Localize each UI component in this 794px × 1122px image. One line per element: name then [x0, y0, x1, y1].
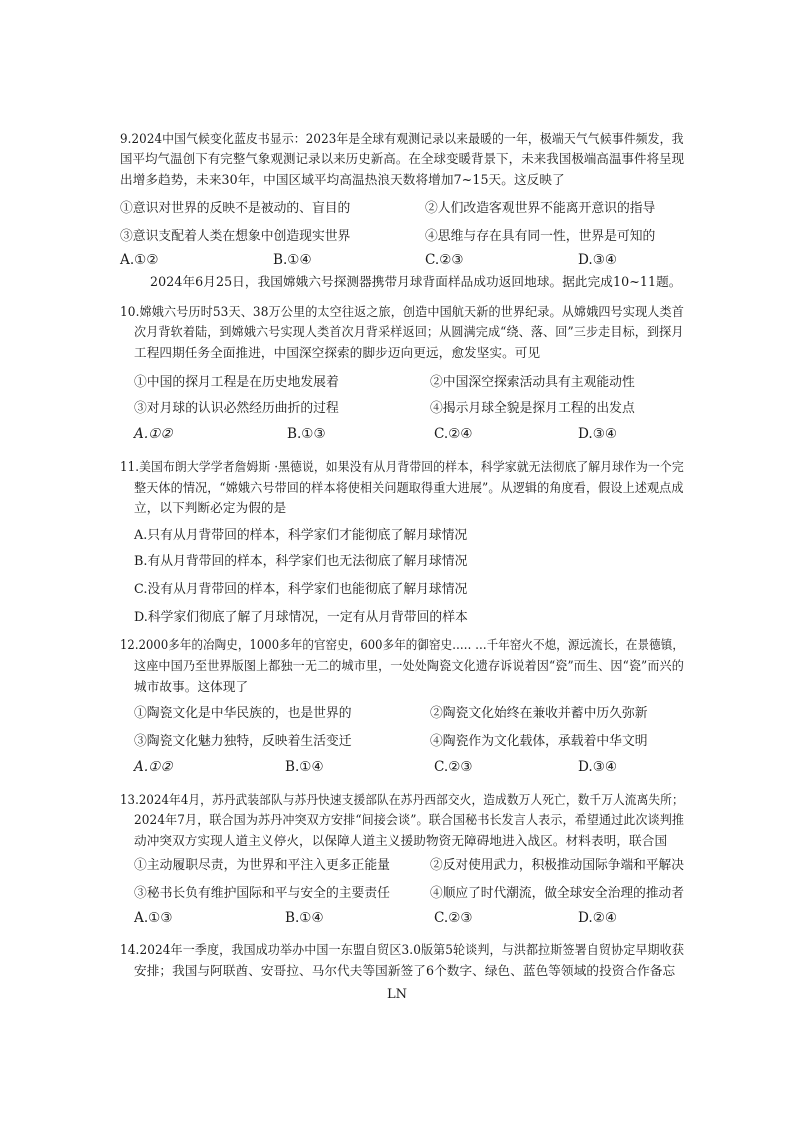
q11-stem-line-1: 11.美国布朗大学学者詹姆斯 ·黑德说，如果没有从月背带回的样本，科学家就无法彻底了解月球作为一个完 — [120, 459, 684, 474]
q9-stem-line-1: 9.2024中国气候变化蓝皮书显示：2023年是全球有观测记录以来最暖的一年，极端天气气候事件频发，我 — [120, 131, 684, 146]
q10-choice-a: A.①② — [134, 426, 173, 442]
q13-stem-line-2: 2024年7月，联合国为苏丹冲突双方安排“间接会谈”。联合国秘书长发言人表示，希望通过此次谈判推 — [134, 812, 685, 827]
q12-statement-2: ②陶瓷文化始终在兼收并蓄中历久弥新 — [430, 706, 648, 721]
q12-statement-3: ③陶瓷文化魅力独特，反映着生活变迁 — [134, 734, 352, 749]
q12-statement-4: ④陶瓷作为文化载体，承载着中华文明 — [430, 734, 648, 749]
q13-choice-a: A.①③ — [134, 910, 173, 926]
q10-choice-c: C.②④ — [434, 426, 473, 442]
q13-choice-c: C.②③ — [434, 910, 473, 926]
q13-stem-line-3: 动冲突双方实现人道主义停火，以保障人道主义援助物资无障碍地进入战区。材料表明，联合国 — [134, 833, 668, 848]
q9-choice-c: C.②③ — [425, 252, 464, 268]
q10-statement-4: ④揭示月球全貌是探月工程的出发点 — [430, 401, 635, 416]
q14-stem-line-1: 14.2024年一季度，我国成功举办中国一东盟自贸区3.0版第5轮谈判，与洪都拉斯签署自贸协定早期收获 — [120, 942, 684, 957]
q9-statement-3: ③意识支配着人类在想象中创造现实世界 — [120, 229, 351, 244]
q10-stem-line-1: 10.嫦娥六号历时53天、38万公里的太空往返之旅，创造中国航天新的世界纪录。从嫦娥四号实现人类首 — [120, 304, 684, 319]
q10-statement-3: ③对月球的认识必然经历曲折的过程 — [134, 401, 339, 416]
q13-choice-b: B.①④ — [285, 910, 324, 926]
q12-choice-d: D.③④ — [578, 759, 618, 775]
q9-stem-line-3: 出增多趋势，未来30年，中国区域平均高温热浪天数将增加7~15天。这反映了 — [120, 172, 565, 187]
q10-choice-d: D.③④ — [578, 426, 618, 442]
q11-option-a: A.只有从月背带回的样本，科学家们才能彻底了解月球情况 — [134, 528, 468, 543]
q11-option-d: D.科学家们彻底了解了月球情况，一定有从月背带回的样本 — [134, 610, 468, 625]
q10-statement-2: ②中国深空探索活动具有主观能动性 — [430, 375, 635, 390]
q9-statement-4: ④思维与存在具有同一性，世界是可知的 — [425, 229, 656, 244]
q12-statement-1: ①陶瓷文化是中华民族的，也是世界的 — [134, 706, 352, 721]
q9-choice-b: B.①④ — [273, 252, 312, 268]
q13-statement-3: ③秘书长负有维护国际和平与安全的主要责任 — [134, 886, 390, 901]
q12-stem-line-1: 12.2000多年的冶陶史，1000多年的官窑史，600多年的御窑史.…. …千年窑火不熄，源远流长，在景德镇， — [120, 637, 684, 652]
q12-choice-c: C.②③ — [434, 759, 473, 775]
q10-stem-line-3: 工程四期任务全面推进，中国深空探索的脚步迈向更远，愈发坚实。可见 — [134, 345, 541, 360]
q13-statement-4: ④顺应了时代潮流，做全球安全治理的推动者 — [430, 886, 684, 901]
q9-choice-d: D.③④ — [578, 252, 618, 268]
q11-option-b: B.有从月背带回的样本，科学家们也无法彻底了解月球情况 — [134, 554, 468, 569]
q12-stem-line-2: 这座中国乃至世界版图上都独一无二的城市里，一处处陶瓷文化遗存诉说着因“瓷”而生、因“瓷”而兴的 — [134, 658, 684, 673]
q11-stem-line-2: 整天体的情况，“嫦娥六号带回的样本将使相关问题取得重大进展”。从逻辑的角度看，假设上述观点成 — [134, 480, 684, 495]
intro-10-11: 2024年6月25日，我国嫦娥六号探测器携带月球背面样品成功返回地球。据此完成10~11题。 — [150, 274, 682, 289]
q10-choice-b: B.①③ — [287, 426, 326, 442]
q9-statement-1: ①意识对世界的反映不是被动的、盲目的 — [120, 201, 351, 216]
q14-stem-line-2: 安排；我国与阿联酋、安哥拉、马尔代夫等国新签了6个数字、绿色、蓝色等领域的投资合作备忘 — [134, 963, 676, 978]
q13-choice-d: D.②④ — [578, 910, 618, 926]
q13-stem-line-1: 13.2024年4月，苏丹武装部队与苏丹快速支援部队在苏丹西部交火，造成数万人死亡，数千万人流离失所； — [120, 792, 684, 807]
q9-stem-line-2: 国平均气温创下有完整气象观测记录以来历史新高。在全球变暖背景下，未来我国极端高温事件将呈现 — [120, 151, 685, 166]
q12-choice-b: B.①④ — [285, 759, 324, 775]
q10-statement-1: ①中国的探月工程是在历史地发展着 — [134, 375, 339, 390]
q13-statement-2: ②反对使用武力，积极推动国际争端和平解决 — [430, 858, 684, 873]
q12-stem-line-3: 城市故事。这体现了 — [134, 679, 249, 694]
q11-stem-line-3: 立，以下判断必定为假的是 — [134, 500, 287, 515]
q13-statement-1: ①主动履职尽责，为世界和平注入更多正能量 — [134, 858, 390, 873]
q12-choice-a: A.①② — [134, 759, 173, 775]
q9-statement-2: ②人们改造客观世界不能离开意识的指导 — [425, 201, 656, 216]
q9-choice-a: A.①② — [120, 252, 159, 268]
q11-option-c: C.没有从月背带回的样本，科学家们也能彻底了解月球情况 — [134, 582, 468, 597]
q10-stem-line-2: 次月背软着陆，到嫦娥六号实现人类首次月背采样返回；从圆满完成“绕、落、回”三步走目标，到探月 — [134, 324, 684, 339]
page-footer: LN — [386, 987, 407, 1002]
